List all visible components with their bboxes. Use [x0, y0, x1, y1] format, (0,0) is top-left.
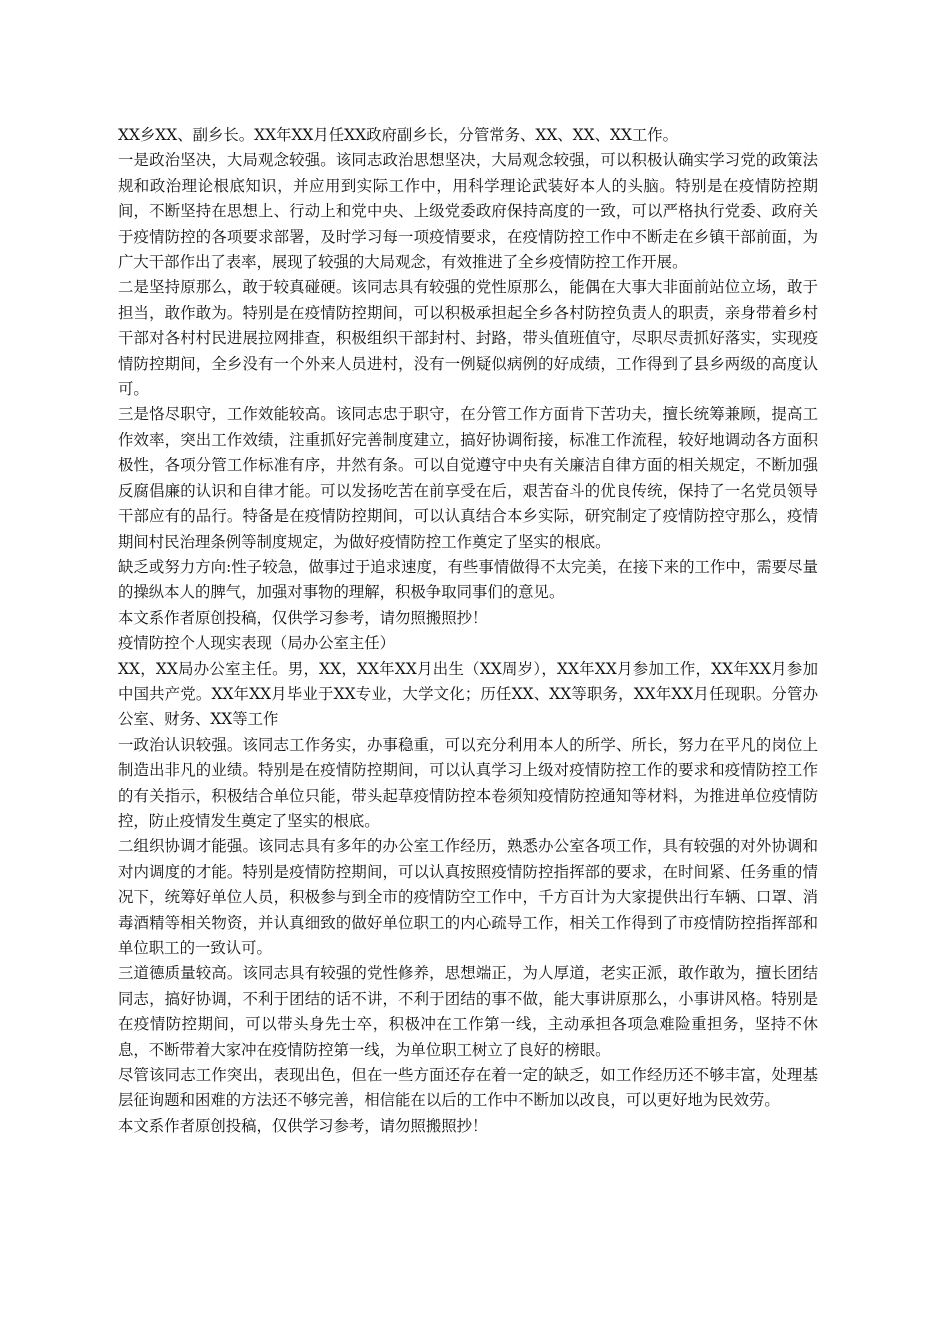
copyright-notice: 本文系作者原创投稿，仅供学习参考，请勿照搬照抄！ [118, 608, 488, 627]
section-title: 疫情防控个人现实表现（局办公室主任） [118, 634, 396, 653]
paragraph-coordination: 二组织协调才能强。该同志具有多年的办公室工作经历，熟悉办公室各项工作，具有较强的对外协调和对内调度的才能。特别是疫情防控期间，可以认真按照疫情防控指挥部的要求，在时间紧、任务重的情况下，统筹好单位人员，积极参与到全市的疫情防空工作中，千方百计为大家提供出行车辆、口罩、消毒酒精等相关物资，并认真细致的做好单位职工的内心疏导工作，相关工作得到了市疫情防控指挥部和单位职工的一致认可。 [118, 837, 818, 957]
paragraph-political-awareness: 一政治认识较强。该同志工作务实，办事稳重，可以充分利用本人的所学、所长，努力在平凡的岗位上制造出非凡的业绩。特别是在疫情防控期间，可以认真学习上级对疫情防控工作的要求和疫情防控工作的有关指示，积极结合单位只能，带头起草疫情防控本卷须知疫情防控通知等材料，为推进单位疫情防控，防止疫情发生奠定了坚实的根底。 [118, 735, 818, 830]
paragraph-political-firmness: 一是政治坚决，大局观念较强。该同志政治思想坚决，大局观念较强，可以积极认确实学习党的政策法规和政治理论根底知识，并应用到实际工作中，用科学理论武装好本人的头脑。特别是在疫情防控期间，不断坚持在思想上、行动上和党中央、上级党委政府保持高度的一致，可以严格执行党委、政府关于疫情防控的各项要求部署，及时学习每一项疫情要求，在疫情防控工作中不断走在乡镇干部前面，为广大干部作出了表率，展现了较强的大局观念，有效推进了全乡疫情防控工作开展。 [118, 151, 818, 272]
paragraph-work-efficiency: 三是恪尽职守，工作效能较高。该同志忠于职守，在分管工作方面肯下苦功夫，擅长统筹兼顾，提高工作效率，突出工作效绩，注重抓好完善制度建立，搞好协调衔接，标准工作流程，较好地调动各方面积极性，各项分管工作标准有序，井然有条。可以自觉遵守中央有关廉洁自律方面的相关规定，不断加强反腐倡廉的认识和自律才能。可以发扬吃苦在前享受在后，艰苦奋斗的优良传统，保持了一名党员领导干部应有的品行。特备是在疫情防控期间，可以认真结合本乡实际，研究制定了疫情防控守那么，疫情期间村民治理条例等制度规定，为做好疫情防控工作奠定了坚实的根底。 [118, 405, 818, 551]
paragraph-moral-quality: 三道德质量较高。该同志具有较强的党性修养，思想端正，为人厚道，老实正派，敢作敢为，擅长团结同志，搞好协调，不利于团结的话不讲，不利于团结的事不做，能大事讲原那么，小事讲风格。特别是在疫情防控期间，可以带头身先士卒，积极冲在工作第一线，主动承担各项急难险重担务，坚持不休息，不断带着大家冲在疫情防控第一线，为单位职工树立了良好的榜眼。 [118, 964, 818, 1059]
paragraph-profile: XX，XX局办公室主任。男，XX，XX年XX月出生（XX周岁），XX年XX月参加工作，XX年XX月参加中国共产党。XX年XX月毕业于XX专业，大学文化；历任XX、XX等职务，XX年XX月任现职。分管办公室、财务、XX等工作 [118, 659, 818, 729]
paragraph-upholding-principles: 二是坚持原那么，敢于较真碰硬。该同志具有较强的党性原那么，能偶在大事大非面前站位立场，敢于担当，敢作敢为。特别是在疫情防控期间，可以积极承担起全乡各村防控负责人的职责，亲身带着乡村干部对各村村民进展拉网排查，积极组织干部封村、封路，带头值班值守，尽职尽责抓好落实，实现疫情防控期间，全乡没有一个外来人员进村，没有一例疑似病例的好成绩，工作得到了县乡两级的高度认可。 [118, 278, 818, 399]
document-body [118, 123, 818, 1139]
intro-line: XX乡XX、副乡长。XX年XX月任XX政府副乡长，分管常务、XX、XX、XX工作。 [118, 126, 679, 144]
copyright-notice-2: 本文系作者原创投稿，仅供学习参考，请勿照搬照抄！ [118, 1116, 488, 1135]
paragraph-improvement: 尽管该同志工作突出，表现出色，但在一些方面还存在着一定的缺乏，如工作经历还不够丰富，处理基层征询题和困难的方法还不够完善，相信能在以后的工作中不断加以改良，可以更好地为民效劳。 [118, 1066, 818, 1110]
paragraph-shortcomings: 缺乏或努力方向:性子较急，做事过于追求速度，有些事情做得不太完美，在接下来的工作中，需要尽量的操纵本人的脾气，加强对事物的理解，积极争取同事们的意见。 [118, 557, 818, 602]
